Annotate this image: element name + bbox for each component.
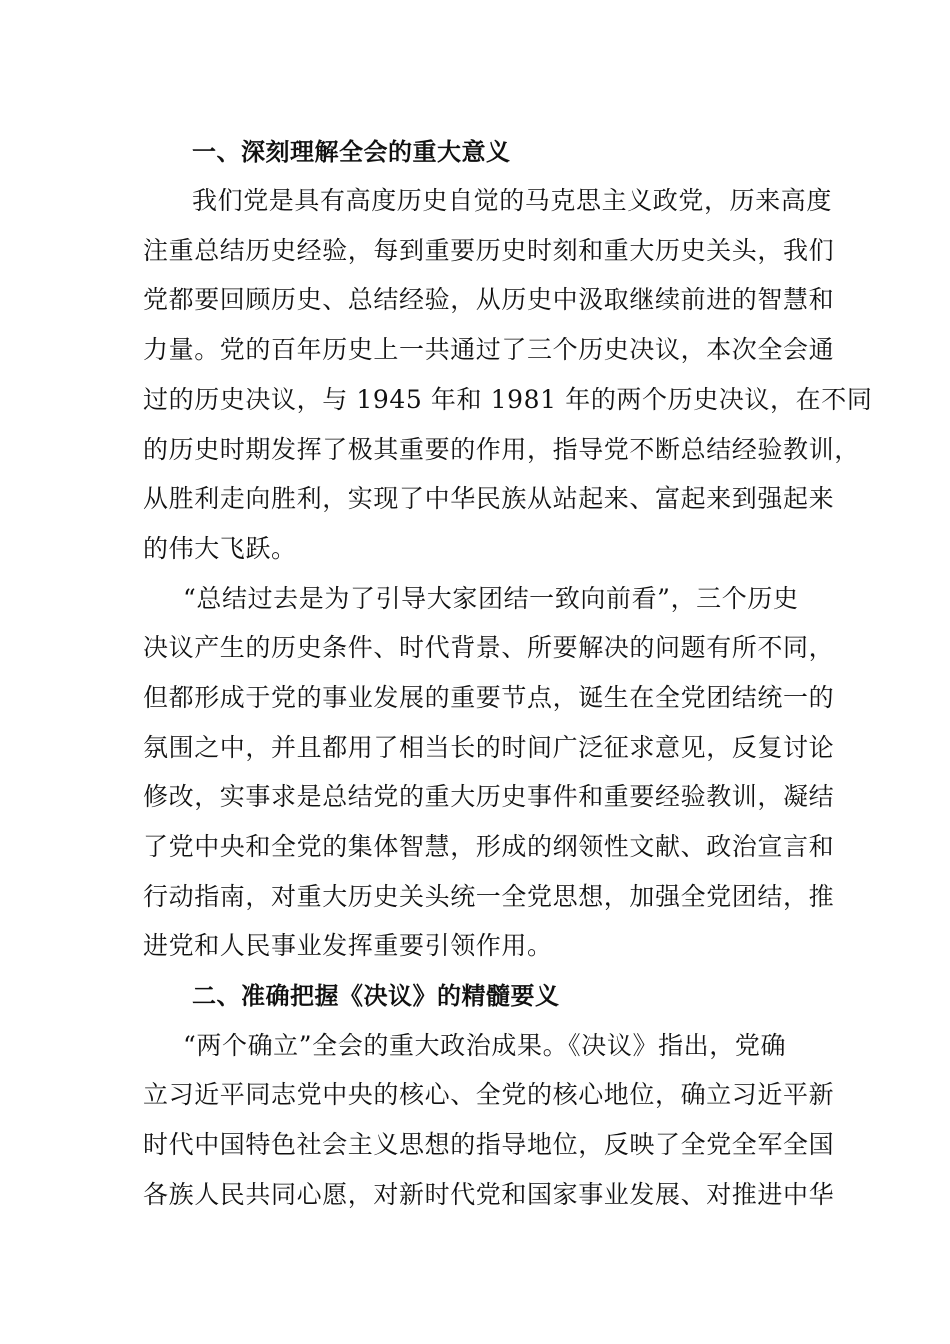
paragraph-2-line-8: 进党和人民事业发挥重要引领作用。 <box>143 931 553 960</box>
paragraph-1-line-2: 注重总结历史经验，每到重要历史时刻和重大历史关头，我们 <box>143 236 835 265</box>
section-heading-2: 二、准确把握《决议》的精髓要义 <box>192 982 560 1010</box>
paragraph-1-line-6: 的历史时期发挥了极其重要的作用，指导党不断总结经验教训， <box>143 435 860 464</box>
paragraph-2-line-2: 决议产生的历史条件、时代背景、所要解决的问题有所不同， <box>143 633 835 662</box>
paragraph-3-line-3: 时代中国特色社会主义思想的指导地位，反映了全党全军全国 <box>143 1130 835 1159</box>
paragraph-2-line-5: 修改，实事求是总结党的重大历史事件和重要经验教训，凝结 <box>143 782 835 811</box>
paragraph-3-line-4: 各族人民共同心愿，对新时代党和国家事业发展、对推进中华 <box>143 1180 835 1209</box>
paragraph-2-line-6: 了党中央和全党的集体智慧，形成的纲领性文献、政治宣言和 <box>143 832 835 861</box>
paragraph-1-line-5: 过的历史决议，与 1945 年和 1981 年的两个历史决议，在不同 <box>143 385 873 414</box>
paragraph-1-line-4: 力量。党的百年历史上一共通过了三个历史决议，本次全会通 <box>143 335 835 364</box>
paragraph-2-line-4: 氛围之中，并且都用了相当长的时间广泛征求意见，反复讨论 <box>143 733 835 762</box>
section-heading-1: 一、深刻理解全会的重大意义 <box>192 138 511 166</box>
paragraph-2-line-7: 行动指南，对重大历史关头统一全党思想，加强全党团结，推 <box>143 882 835 911</box>
paragraph-3-line-2: 立习近平同志党中央的核心、全党的核心地位，确立习近平新 <box>143 1080 835 1109</box>
paragraph-3-line-1: “两个确立”全会的重大政治成果。《决议》指出，党确 <box>183 1031 787 1060</box>
paragraph-2-line-3: 但都形成于党的事业发展的重要节点，诞生在全党团结统一的 <box>143 683 835 712</box>
paragraph-1-line-7: 从胜利走向胜利，实现了中华民族从站起来、富起来到强起来 <box>143 484 835 513</box>
paragraph-2-line-1: “总结过去是为了引导大家团结一致向前看”，三个历史 <box>183 584 799 613</box>
paragraph-1-line-3: 党都要回顾历史、总结经验，从历史中汲取继续前进的智慧和 <box>143 285 835 314</box>
paragraph-1-line-1: 我们党是具有高度历史自觉的马克思主义政党，历来高度 <box>192 186 833 215</box>
paragraph-1-line-8: 的伟大飞跃。 <box>143 534 297 563</box>
